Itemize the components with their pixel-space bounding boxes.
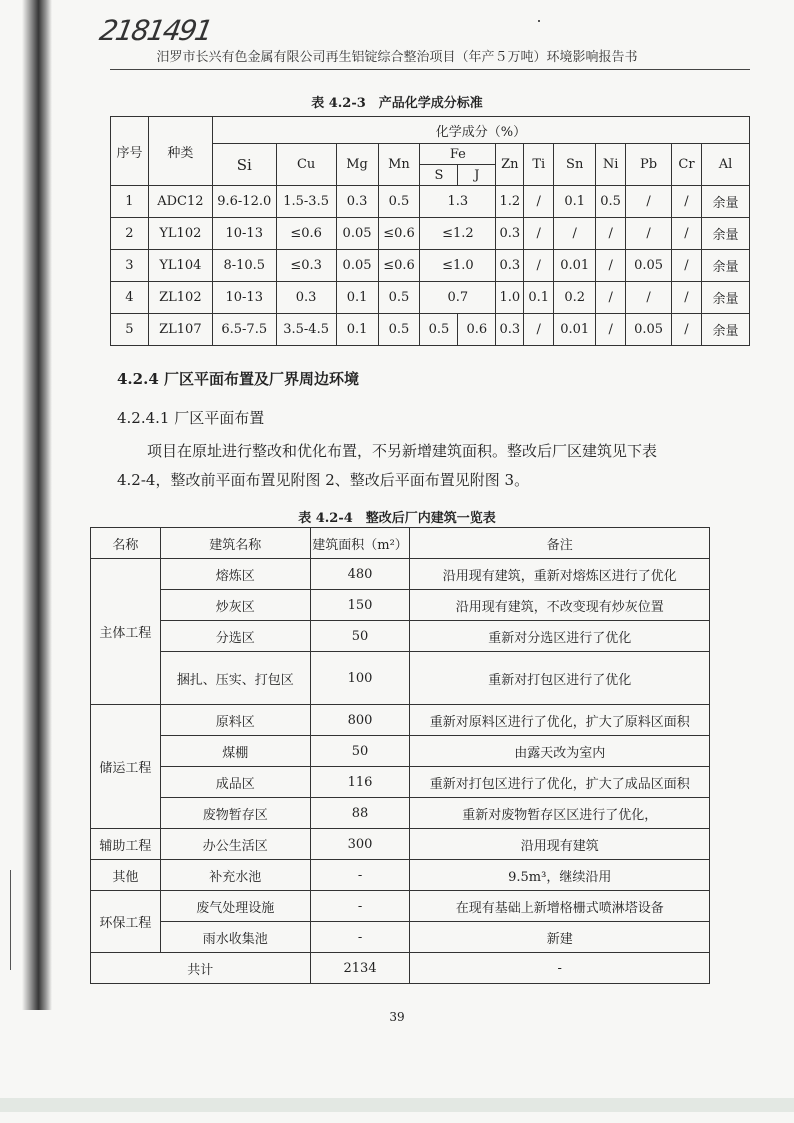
- cell-si: 8-10.5: [212, 250, 276, 282]
- cell-area: 88: [310, 798, 410, 829]
- total-row: [91, 953, 710, 984]
- col-header-note: 备注: [410, 528, 710, 559]
- table-row: [111, 186, 750, 218]
- cell-type: ZL102: [148, 282, 212, 314]
- cell-mg: 0.1: [336, 314, 378, 346]
- cell-si: 10-13: [212, 282, 276, 314]
- col-header-no: 序号: [111, 117, 149, 186]
- table1-caption: 表 4.2-3 产品化学成分标准: [311, 96, 483, 111]
- cell-cu: ≤0.6: [276, 218, 336, 250]
- table-row: [91, 798, 710, 829]
- table-row: [91, 829, 710, 860]
- cell-building: 废气处理设施: [160, 891, 310, 922]
- cell-al: 余量: [701, 314, 749, 346]
- cell-cu: 3.5-4.5: [276, 314, 336, 346]
- cell-fe: 0.7: [420, 282, 496, 314]
- table-row: [91, 652, 710, 705]
- cell-note: 重新对废物暂存区区进行了优化，: [410, 798, 710, 829]
- cell-zn: 0.3: [496, 250, 524, 282]
- page-number: 39: [389, 1010, 405, 1024]
- cell-ti: /: [524, 218, 554, 250]
- col-header-building: 建筑名称: [160, 528, 310, 559]
- cell-ni: /: [596, 218, 626, 250]
- cell-zn: 1.2: [496, 186, 524, 218]
- table-row: [91, 736, 710, 767]
- total-note: -: [410, 953, 710, 984]
- cell-cr: /: [672, 218, 702, 250]
- cell-building: 原料区: [160, 705, 310, 736]
- cell-ni: /: [596, 282, 626, 314]
- col-header-area: 建筑面积（m²）: [310, 528, 410, 559]
- cell-building: 废物暂存区: [160, 798, 310, 829]
- col-header-ni: Ni: [596, 144, 626, 186]
- cell-mn: ≤0.6: [378, 218, 420, 250]
- cell-note: 重新对打包区进行了优化: [410, 652, 710, 705]
- group-name: 主体工程: [91, 559, 161, 705]
- group-name: 其他: [91, 860, 161, 891]
- cell-cu: ≤0.3: [276, 250, 336, 282]
- section-title: 4.2.4 厂区平面布置及厂界周边环境: [117, 370, 359, 388]
- cell-area: -: [310, 860, 410, 891]
- cell-note: 沿用现有建筑，重新对熔炼区进行了优化: [410, 559, 710, 590]
- cell-area: 50: [310, 621, 410, 652]
- cell-building: 炒灰区: [160, 590, 310, 621]
- cell-note: 重新对打包区进行了优化，扩大了成品区面积: [410, 767, 710, 798]
- col-header-sn: Sn: [554, 144, 596, 186]
- col-header-pb: Pb: [626, 144, 672, 186]
- col-header-name: 名称: [91, 528, 161, 559]
- cell-zn: 0.3: [496, 314, 524, 346]
- table-row: [111, 218, 750, 250]
- margin-bracket: [0, 870, 11, 970]
- total-area: 2134: [310, 953, 410, 984]
- cell-note: 9.5m³，继续沿用: [410, 860, 710, 891]
- cell-cu: 1.5-3.5: [276, 186, 336, 218]
- cell-note: 新建: [410, 922, 710, 953]
- cell-ni: /: [596, 314, 626, 346]
- table2-caption: 表 4.2-4 整改后厂内建筑一览表: [298, 511, 496, 526]
- cell-fe-s: 0.5: [420, 314, 458, 346]
- col-header-fe-j: J: [458, 165, 496, 186]
- table-row: [91, 891, 710, 922]
- cell-sn: 0.2: [554, 282, 596, 314]
- cell-pb: /: [626, 218, 672, 250]
- handwritten-mark: 2181491: [97, 14, 214, 47]
- cell-mg: 0.05: [336, 218, 378, 250]
- cell-al: 余量: [701, 218, 749, 250]
- col-header-al: Al: [701, 144, 749, 186]
- cell-pb: /: [626, 282, 672, 314]
- cell-area: 50: [310, 736, 410, 767]
- cell-ti: /: [524, 186, 554, 218]
- cell-note: 沿用现有建筑: [410, 829, 710, 860]
- cell-no: 3: [111, 250, 149, 282]
- col-header-si: Si: [212, 144, 276, 186]
- cell-si: 9.6-12.0: [212, 186, 276, 218]
- table-row: [91, 767, 710, 798]
- cell-type: ADC12: [148, 186, 212, 218]
- cell-si: 10-13: [212, 218, 276, 250]
- total-label: 共计: [91, 953, 311, 984]
- cell-area: 800: [310, 705, 410, 736]
- cell-fe: ≤1.2: [420, 218, 496, 250]
- col-header-mn: Mn: [378, 144, 420, 186]
- cell-ni: 0.5: [596, 186, 626, 218]
- col-header-type: 种类: [148, 117, 212, 186]
- cell-cr: /: [672, 186, 702, 218]
- table-row: [111, 250, 750, 282]
- cell-al: 余量: [701, 186, 749, 218]
- col-header-mg: Mg: [336, 144, 378, 186]
- cell-building: 雨水收集池: [160, 922, 310, 953]
- cell-sn: 0.01: [554, 250, 596, 282]
- col-header-fe-s: S: [420, 165, 458, 186]
- cell-fe: ≤1.0: [420, 250, 496, 282]
- paragraph-line-2: 4.2-4，整改前平面布置见附图 2、整改后平面布置见附图 3。: [117, 471, 530, 489]
- cell-zn: 1.0: [496, 282, 524, 314]
- cell-note: 沿用现有建筑，不改变现有炒灰位置: [410, 590, 710, 621]
- cell-area: 150: [310, 590, 410, 621]
- cell-type: ZL107: [148, 314, 212, 346]
- cell-cu: 0.3: [276, 282, 336, 314]
- group-header-composition: 化学成分（%）: [212, 117, 749, 144]
- cell-mn: 0.5: [378, 186, 420, 218]
- cell-area: 480: [310, 559, 410, 590]
- cell-note: 重新对分选区进行了优化: [410, 621, 710, 652]
- cell-cr: /: [672, 282, 702, 314]
- cell-mn: 0.5: [378, 282, 420, 314]
- table-row: [91, 922, 710, 953]
- paragraph-line-1: 项目在原址进行整改和优化布置，不另新增建筑面积。整改后厂区建筑见下表: [147, 442, 658, 460]
- cell-pb: /: [626, 186, 672, 218]
- scan-binding-shadow: [22, 0, 52, 1010]
- cell-no: 1: [111, 186, 149, 218]
- running-header: 汨罗市长兴有色金属有限公司再生铝锭综合整治项目（年产５万吨）环境影响报告书: [156, 50, 638, 65]
- table-row: [91, 590, 710, 621]
- cell-sn: 0.1: [554, 186, 596, 218]
- cell-zn: 0.3: [496, 218, 524, 250]
- chemical-composition-table: [110, 116, 750, 346]
- cell-area: -: [310, 922, 410, 953]
- cell-building: 补充水池: [160, 860, 310, 891]
- header-rule: [110, 69, 750, 70]
- group-name: 辅助工程: [91, 829, 161, 860]
- table-row: [91, 860, 710, 891]
- scan-bottom-band: [0, 1098, 794, 1112]
- cell-mn: ≤0.6: [378, 250, 420, 282]
- cell-no: 4: [111, 282, 149, 314]
- cell-type: YL104: [148, 250, 212, 282]
- cell-mn: 0.5: [378, 314, 420, 346]
- cell-fe-j: 0.6: [458, 314, 496, 346]
- cell-ti: /: [524, 314, 554, 346]
- cell-no: 5: [111, 314, 149, 346]
- cell-building: 办公生活区: [160, 829, 310, 860]
- cell-area: 300: [310, 829, 410, 860]
- cell-note: 由露天改为室内: [410, 736, 710, 767]
- cell-building: 成品区: [160, 767, 310, 798]
- cell-sn: /: [554, 218, 596, 250]
- cell-al: 余量: [701, 282, 749, 314]
- cell-mg: 0.05: [336, 250, 378, 282]
- table-row: [111, 282, 750, 314]
- cell-no: 2: [111, 218, 149, 250]
- cell-pb: 0.05: [626, 250, 672, 282]
- table-row: [111, 314, 750, 346]
- cell-note: 在现有基础上新增格栅式喷淋塔设备: [410, 891, 710, 922]
- col-header-fe: Fe: [420, 144, 496, 165]
- col-header-ti: Ti: [524, 144, 554, 186]
- cell-building: 捆扎、压实、打包区: [160, 652, 310, 705]
- building-list-table: [90, 527, 710, 984]
- col-header-cu: Cu: [276, 144, 336, 186]
- cell-type: YL102: [148, 218, 212, 250]
- col-header-zn: Zn: [496, 144, 524, 186]
- cell-note: 重新对原料区进行了优化，扩大了原料区面积: [410, 705, 710, 736]
- cell-ti: 0.1: [524, 282, 554, 314]
- cell-si: 6.5-7.5: [212, 314, 276, 346]
- col-header-cr: Cr: [672, 144, 702, 186]
- cell-cr: /: [672, 250, 702, 282]
- group-name: 环保工程: [91, 891, 161, 953]
- cell-building: 熔炼区: [160, 559, 310, 590]
- group-name: 储运工程: [91, 705, 161, 829]
- cell-sn: 0.01: [554, 314, 596, 346]
- table-row: [91, 705, 710, 736]
- cell-mg: 0.1: [336, 282, 378, 314]
- cell-building: 煤棚: [160, 736, 310, 767]
- subsection-title: 4.2.4.1 厂区平面布置: [117, 409, 265, 427]
- cell-cr: /: [672, 314, 702, 346]
- cell-al: 余量: [701, 250, 749, 282]
- cell-ti: /: [524, 250, 554, 282]
- cell-area: 116: [310, 767, 410, 798]
- cell-pb: 0.05: [626, 314, 672, 346]
- cell-area: -: [310, 891, 410, 922]
- cell-fe: 1.3: [420, 186, 496, 218]
- cell-building: 分选区: [160, 621, 310, 652]
- cell-ni: /: [596, 250, 626, 282]
- cell-mg: 0.3: [336, 186, 378, 218]
- scan-dot: [538, 20, 540, 22]
- table-row: [91, 621, 710, 652]
- table-row: [91, 559, 710, 590]
- cell-area: 100: [310, 652, 410, 705]
